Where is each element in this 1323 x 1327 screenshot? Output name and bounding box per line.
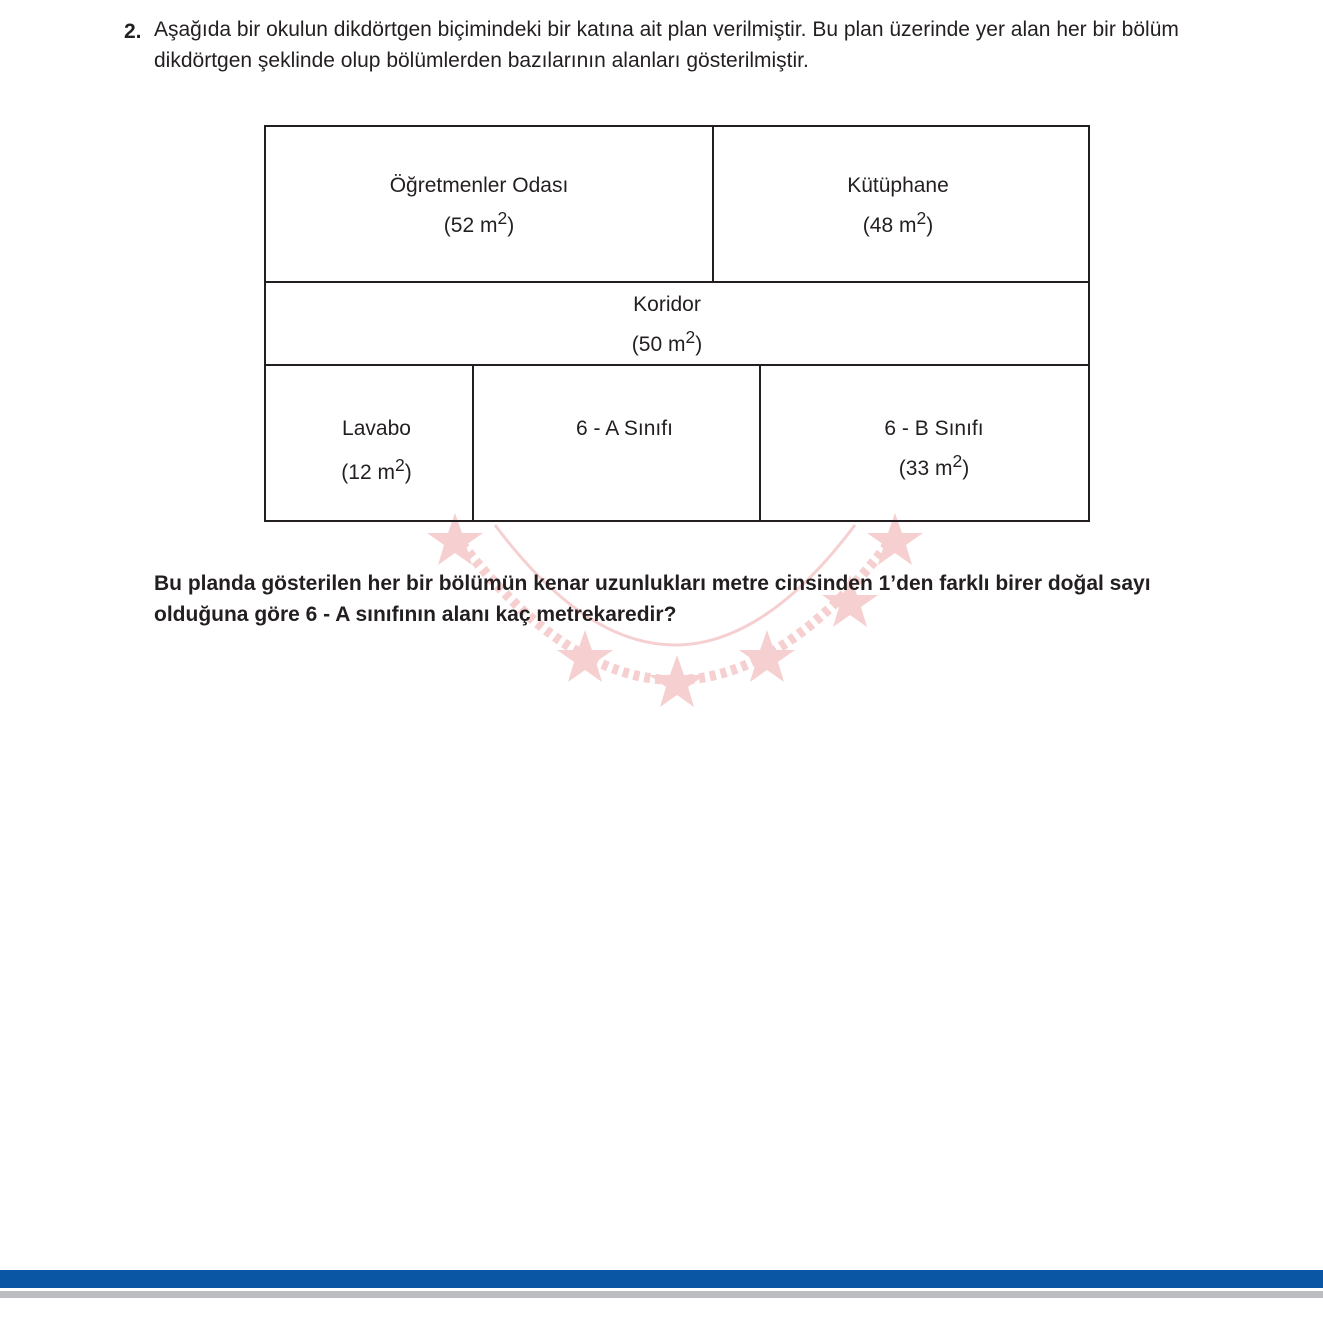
floor-plan: [264, 125, 1090, 522]
question-prompt: Bu planda gösterilen her bir bölümün kenar uzunlukları metre cinsinden 1’den farklı birer doğal sayı olduğuna göre 6 - A sınıfının alanı kaç metrekaredir?: [154, 572, 1151, 626]
footer-bar: [0, 1270, 1323, 1288]
room-area: (33 $m^2$): [898, 451, 970, 480]
question-number: 2.: [124, 20, 142, 43]
room-name: 6 - B Sınıfı: [884, 417, 984, 440]
room-ogretmenler-odasi: [264, 170, 694, 242]
room-name: Öğretmenler Odası: [389, 174, 569, 197]
room-name: Koridor: [633, 293, 701, 316]
room-area: (50 $m^2$): [631, 327, 703, 356]
question-text: Aşağıda bir okulun dikdörtgen biçimindeki bir katına ait plan verilmiştir. Bu plan üzerinde yer alan her bir bölüm dikdörtgen şeklinde olup bölümlerden bazılarının alanları gösterilmiştir.: [154, 18, 1179, 72]
room-kutuphane: [713, 170, 1083, 242]
footer-line: [0, 1291, 1323, 1298]
room-area: (12 $m^2$): [341, 455, 412, 484]
room-name: Lavabo: [342, 417, 411, 440]
room-area: (52 $m^2$): [443, 208, 515, 237]
room-6b-sinifi: [760, 413, 1108, 485]
room-area: (48 $m^2$): [862, 208, 934, 237]
room-6a-sinifi: [473, 413, 776, 445]
room-name: 6 - A Sınıfı: [576, 417, 673, 440]
room-lavabo: [264, 411, 489, 491]
room-koridor: [264, 289, 1070, 361]
room-name: Kütüphane: [847, 174, 949, 197]
